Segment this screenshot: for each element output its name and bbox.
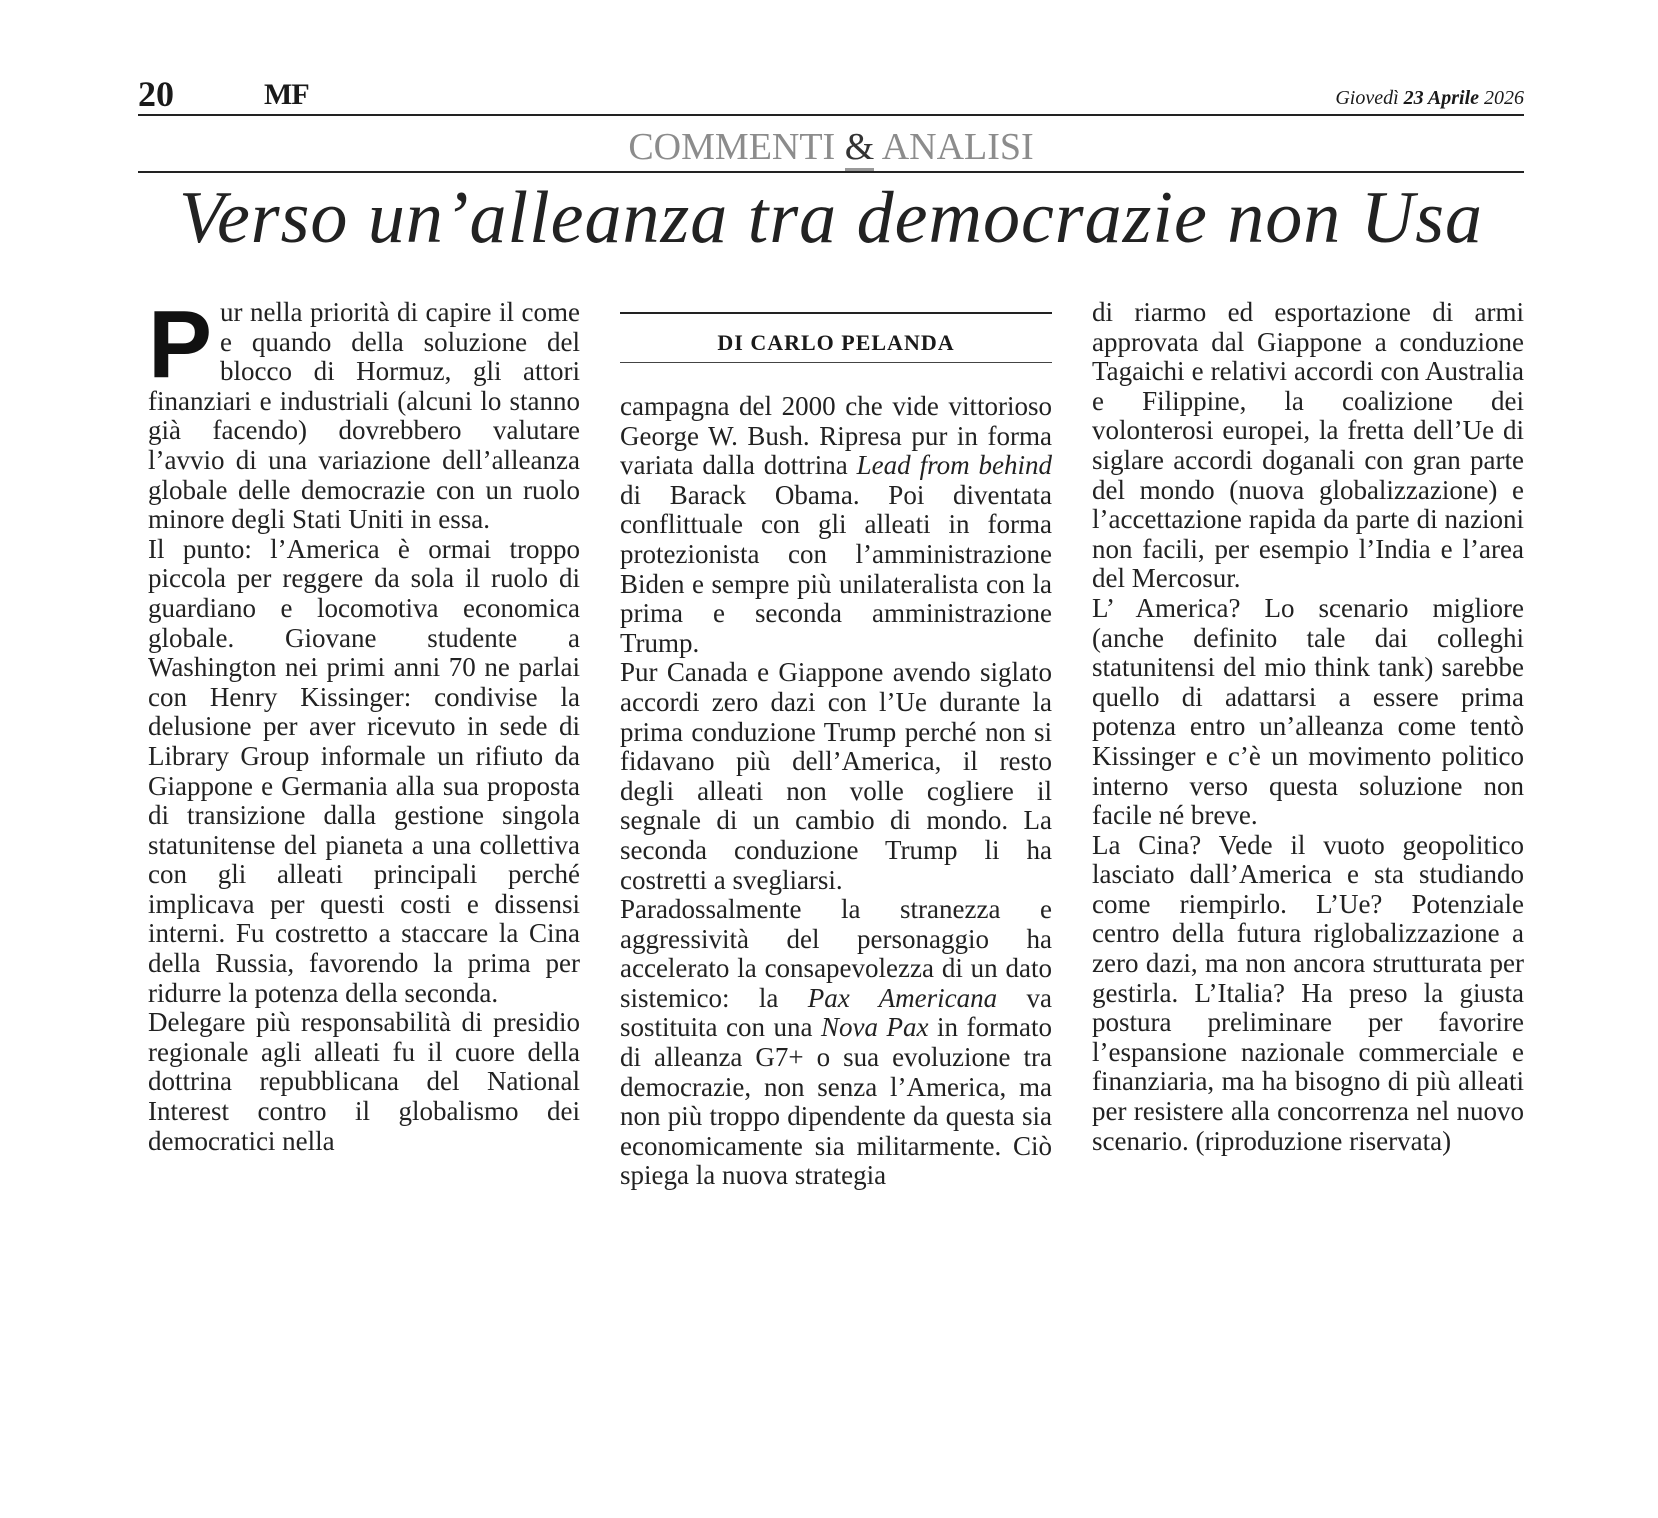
section-amp: &: [845, 128, 875, 172]
paragraph: Pur Canada e Giappone avendo siglato accordi zero dazi con l’Ue durante la prima conduzione Trump perché non si fidavano più dell’America, il resto degli alleati non volle cogliere il segnale di un cambio di mondo. La seconda conduzione Trump li ha costretti a svegliarsi.: [620, 657, 1052, 895]
page-number: 20: [138, 74, 174, 114]
article-column-1: [148, 291, 580, 1156]
paragraph-text: di Barack Obama. Poi diventata conflittuale con gli alleati in forma protezionista con l’amministrazione Biden e sempre più unilateralista con la prima e seconda amministrazione Trump.: [620, 479, 1052, 658]
paragraph-text: va sostituita con una: [620, 982, 1052, 1043]
paragraph: di riarmo ed esportazione di armi approvata dal Giappone a conduzione Tagaichi e relativi accordi con Australia e Filippine, la coalizione dei volonterosi europei, la fretta dell’Ue di siglare accordi doganali con gran parte del mondo (nuova globalizzazione) e l’accettazione rapida da parte di nazioni non facili, per esempio l’India e l’area del Mercosur.: [1092, 297, 1524, 594]
paragraph: [620, 392, 1052, 658]
italic-phrase: Pax Americana: [807, 982, 998, 1013]
publication-date: [1335, 88, 1524, 108]
drop-cap: P: [148, 291, 213, 398]
date-day-month: 23 Aprile: [1403, 87, 1479, 109]
paragraph: L’ America? Lo scenario migliore (anche definito tale dai colleghi statunitensi del mio think tank) sarebbe quello di adattarsi a essere prima potenza entro un’alleanza come tentò Kissinger e c’è un movimento politico interno verso questa soluzione non facile né breve.: [1092, 592, 1524, 831]
paragraph-text: ur nella priorità di capire il come e quando della soluzione del blocco di Hormuz, gli attori finanziari e industriali (alcuni lo stanno già facendo) dovrebbero valutare l’avvio di una variazione dell’alleanza globale delle democrazie con un ruolo minore degli Stati Uniti in essa.: [148, 297, 580, 535]
paragraph-text: in formato di alleanza G7+ o sua evoluzione tra democrazie, non senza l’America, ma non più troppo dipendente da questa sia economicamente sia militarmente. Ciò spiega la nuova strategia: [620, 1012, 1052, 1191]
section-left: COMMENTI: [628, 126, 836, 168]
section-right: ANALISI: [881, 126, 1034, 168]
byline-rule: [620, 312, 1052, 314]
article-headline: Verso un’alleanza tra democrazie non Usa: [178, 177, 1484, 259]
paragraph: [148, 291, 580, 535]
article-column-2: [620, 392, 1052, 1191]
date-day: Giovedì: [1335, 87, 1399, 109]
header-rule: [138, 114, 1524, 116]
date-year: 2026: [1484, 87, 1524, 109]
italic-phrase: Nova Pax: [821, 1012, 929, 1043]
paragraph: Delegare più responsabilità di presidio regionale agli alleati fu il cuore della dottrina repubblicana del National Interest contro il globalismo dei democratici nella: [148, 1007, 580, 1156]
article-column-3: [1092, 298, 1524, 1156]
byline-rule-bottom: [620, 362, 1052, 363]
article-byline: DI CARLO PELANDA: [717, 330, 955, 355]
paragraph: La Cina? Vede il vuoto geopolitico lasciato dall’America e sta studiando come riempirlo. L’Ue? Potenziale centro della futura riglobalizzazione a zero dazi, ma non ancora strutturata per gestirla. L’Italia? Ha preso la giusta postura preliminare per favorire l’espansione nazionale commerciale e finanziaria, ma ha bisogno di più alleati per resistere alla concorrenza nel nuovo scenario. (riproduzione riservata): [1092, 829, 1524, 1156]
section-heading: [138, 128, 1524, 172]
section-rule: [138, 171, 1524, 173]
paragraph: [620, 895, 1052, 1191]
italic-phrase: Lead from behind: [856, 450, 1052, 481]
publication-name: MF: [264, 78, 309, 111]
paragraph-text: campagna del 2000 che vide vittorioso George W. Bush. Ripresa pur in forma variata dalla dottrina: [620, 391, 1052, 481]
paragraph-text: Paradossalmente la stranezza e aggressività del personaggio ha accelerato la consapevolezza di un dato sistemico: la: [620, 894, 1052, 1013]
paragraph: Il punto: l’America è ormai troppo piccola per reggere da sola il ruolo di guardiano e locomotiva economica globale. Giovane studente a Washington nei primi anni 70 ne parlai con Henry Kissinger: condivise la delusione per aver ricevuto in sede di Library Group informale un rifiuto da Giappone e Germania alla sua proposta di transizione dalla gestione singola statunitense del pianeta a una collettiva con gli alleati principali perché implicava per questi costi e dissensi interni. Fu costretto a staccare la Cina della Russia, favorendo la prima per ridurre la potenza della seconda.: [148, 533, 580, 1008]
